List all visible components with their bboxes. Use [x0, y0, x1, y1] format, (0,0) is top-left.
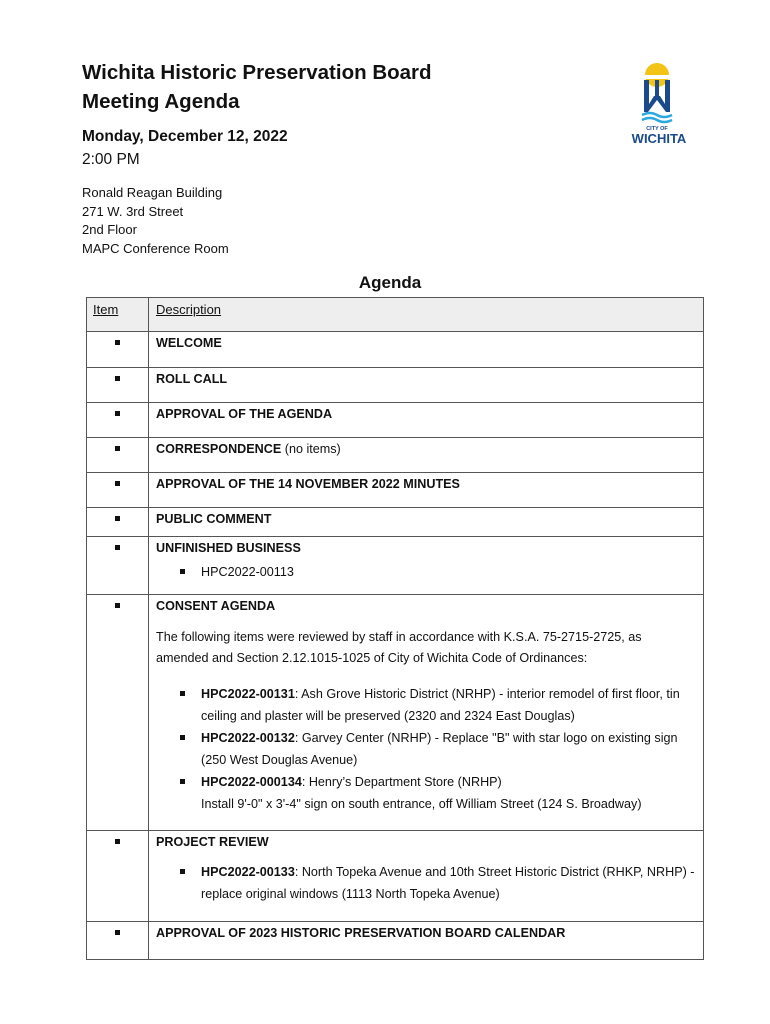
logo-name-text: WICHITA — [631, 131, 687, 146]
agenda-item-label: APPROVAL OF 2023 HISTORIC PRESERVATION BOARD CALENDAR — [156, 926, 566, 940]
bullet-icon — [115, 603, 120, 608]
bullet-icon — [180, 869, 185, 874]
case-description: : Garvey Center (NRHP) - Replace "B" with star logo on existing sign (250 West Douglas Avenue) — [201, 731, 678, 767]
document-title — [82, 58, 432, 116]
agenda-item-label: PUBLIC COMMENT — [156, 512, 272, 526]
agenda-item-label: APPROVAL OF THE AGENDA — [156, 407, 333, 421]
bullet-icon — [115, 545, 120, 550]
case-number: HPC2022-00131 — [201, 687, 295, 701]
agenda-item-label: CORRESPONDENCE — [156, 442, 282, 456]
address-line: Ronald Reagan Building — [82, 185, 223, 200]
sub-item — [156, 683, 697, 727]
meeting-time: 2:00 PM — [82, 151, 140, 168]
logo-water-icon — [642, 113, 672, 117]
meeting-address — [82, 184, 229, 258]
table-row — [87, 438, 704, 473]
logo-small-text: CITY OF — [646, 126, 668, 132]
column-header-description: Description — [149, 298, 704, 332]
city-of-wichita-logo — [612, 60, 702, 150]
table-row — [87, 508, 704, 537]
case-description-line2: Install 9'-0" x 3'-4" sign on south entrance, off William Street (124 S. Broadway) — [201, 797, 642, 811]
agenda-item-label: UNFINISHED BUSINESS — [156, 541, 301, 555]
sub-item — [156, 861, 697, 905]
case-description: : North Topeka Avenue and 10th Street Historic District (RHKP, NRHP) - replace original windows (1113 North Topeka Avenue) — [201, 865, 695, 901]
table-row — [87, 595, 704, 831]
sub-item — [156, 561, 697, 583]
agenda-item-label: APPROVAL OF THE 14 NOVEMBER 2022 MINUTES — [156, 477, 460, 491]
case-description: : Ash Grove Historic District (NRHP) - interior remodel of first floor, tin ceiling and plaster will be preserved (2320 and 2324 East Douglas) — [201, 687, 680, 723]
table-row — [87, 537, 704, 595]
bullet-icon — [180, 779, 185, 784]
table-row — [87, 473, 704, 508]
case-number: HPC2022-000134 — [201, 775, 302, 789]
case-number: HPC2022-00133 — [201, 865, 295, 879]
bullet-icon — [180, 691, 185, 696]
bullet-icon — [115, 930, 120, 935]
case-description: : Henry’s Department Store (NRHP) — [301, 775, 502, 789]
bullet-icon — [115, 411, 120, 416]
table-header-row — [87, 298, 704, 332]
sub-item — [156, 771, 697, 815]
table-row — [87, 922, 704, 960]
agenda-item-label: ROLL CALL — [156, 372, 228, 386]
consent-paragraph: The following items were reviewed by staff in accordance with K.S.A. 75-2715-2725, as amended and Section 2.12.1015-1025 of City of Wichita Code of Ordinances: — [156, 630, 642, 665]
title-line-1: Wichita Historic Preservation Board — [82, 61, 432, 84]
sub-item — [156, 727, 697, 771]
agenda-item-note: (no items) — [281, 442, 341, 456]
table-row — [87, 403, 704, 438]
address-line: 271 W. 3rd Street — [82, 203, 184, 219]
column-header-item: Item — [87, 298, 149, 332]
bullet-icon — [115, 446, 120, 451]
bullet-icon — [180, 569, 185, 574]
table-row — [87, 831, 704, 922]
address-line: MAPC Conference Room — [82, 240, 229, 256]
agenda-item-label: CONSENT AGENDA — [156, 599, 276, 613]
bullet-icon — [115, 516, 120, 521]
table-row — [87, 332, 704, 368]
bullet-icon — [115, 376, 120, 381]
title-line-2: Meeting Agenda — [82, 90, 240, 113]
bullet-icon — [180, 735, 185, 740]
agenda-heading: Agenda — [358, 273, 422, 292]
bullet-icon — [115, 481, 120, 486]
agenda-table — [86, 297, 704, 960]
case-number: HPC2022-00132 — [201, 731, 295, 745]
case-number: HPC2022-00113 — [201, 565, 294, 579]
agenda-item-label: PROJECT REVIEW — [156, 835, 269, 849]
agenda-item-label: WELCOME — [156, 336, 222, 350]
bullet-icon — [115, 340, 120, 345]
address-line: 2nd Floor — [82, 222, 137, 237]
table-row — [87, 368, 704, 403]
meeting-date: Monday, December 12, 2022 — [82, 128, 288, 145]
bullet-icon — [115, 839, 120, 844]
logo-w-icon — [644, 80, 670, 112]
